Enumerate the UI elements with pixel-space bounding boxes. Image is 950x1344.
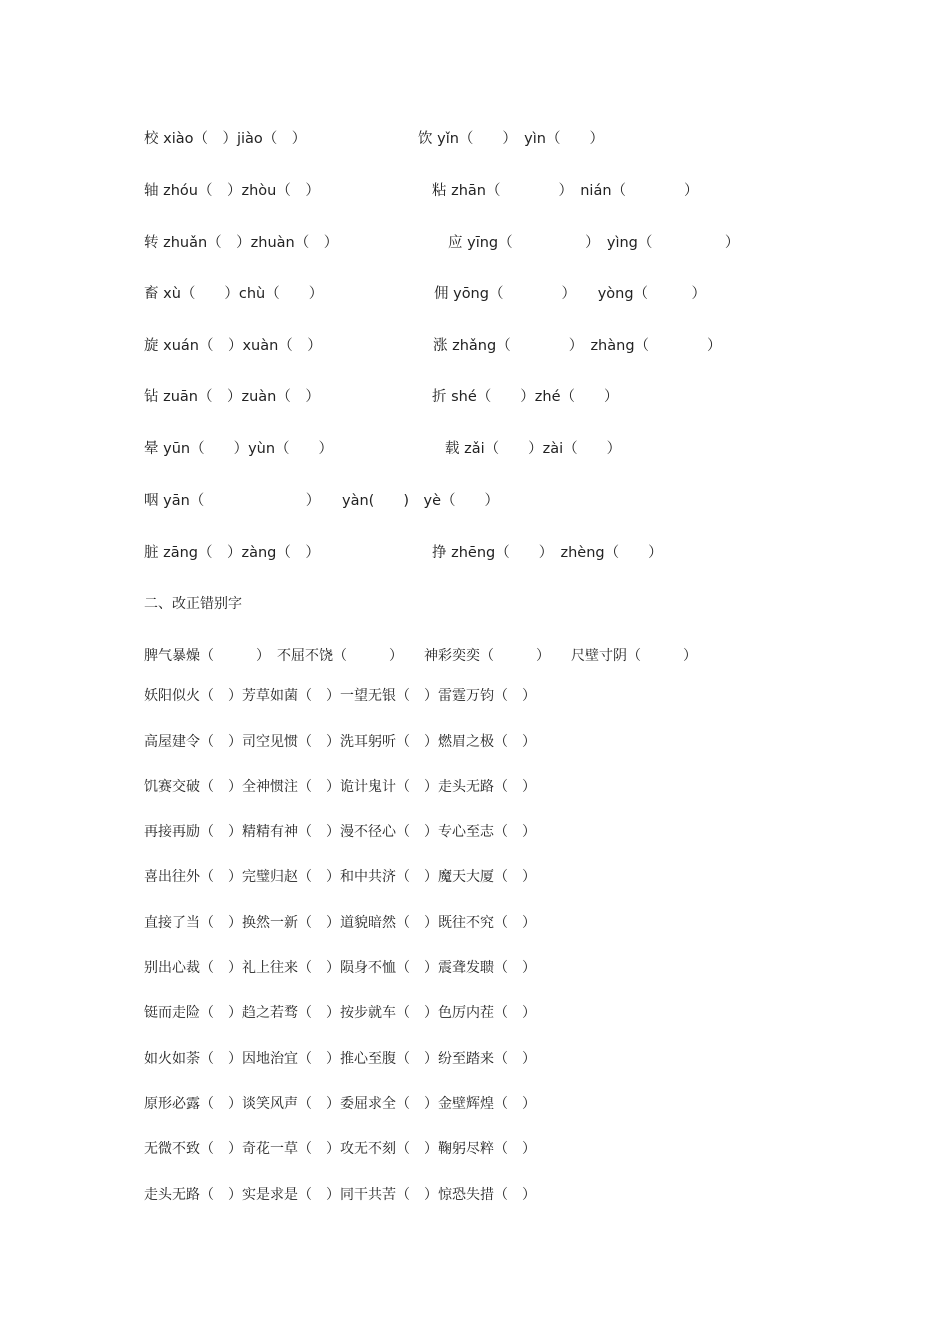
pinyin-row-left: 轴 zhóu（ ）zhòu（ ） <box>144 183 320 199</box>
pinyin-row-right: 应 yīng（ ） yìng（ ） <box>448 235 740 251</box>
idiom-row: 走头无路（ ）实是求是（ ）同干共苦（ ）惊恐失措（ ） <box>144 1187 536 1203</box>
idiom-row: 脾气暴燥（ ） 不屈不饶（ ） 神彩奕奕（ ） 尺壁寸阴（ ） <box>144 648 697 664</box>
pinyin-row-right: 佣 yōng（ ） yòng（ ） <box>434 286 707 302</box>
idiom-row: 铤而走险（ ）趋之若骛（ ）按步就车（ ）色厉内茬（ ） <box>144 1005 536 1021</box>
idiom-row: 高屋建令（ ）司空见惯（ ）洗耳躬听（ ）燃眉之极（ ） <box>144 734 536 750</box>
pinyin-row-left: 咽 yān（ ） yàn( ) yè（ ） <box>144 493 499 509</box>
pinyin-row-right: 载 zǎi（ ）zài（ ） <box>445 441 622 457</box>
section-heading: 二、改正错别字 <box>144 596 242 612</box>
pinyin-row-left: 晕 yūn（ ）yùn（ ） <box>144 441 334 457</box>
idiom-row: 直接了当（ ）换然一新（ ）道貌暗然（ ）既往不究（ ） <box>144 915 536 931</box>
pinyin-row-left: 脏 zāng（ ）zàng（ ） <box>144 545 320 561</box>
idiom-row: 再接再励（ ）精精有神（ ）漫不径心（ ）专心至志（ ） <box>144 824 536 840</box>
idiom-row: 原形必露（ ）谈笑风声（ ）委屈求全（ ）金壁辉煌（ ） <box>144 1096 536 1112</box>
pinyin-row-right: 涨 zhǎng（ ） zhàng（ ） <box>433 338 722 354</box>
idiom-row: 如火如荼（ ）因地治宜（ ）推心至腹（ ）纷至踏来（ ） <box>144 1051 536 1067</box>
pinyin-row-left: 钻 zuān（ ）zuàn（ ） <box>144 389 320 405</box>
pinyin-row-left: 转 zhuǎn（ ）zhuàn（ ） <box>144 235 339 251</box>
idiom-row: 无微不致（ ）奇花一草（ ）攻无不刻（ ）鞠躬尽粹（ ） <box>144 1141 536 1157</box>
idiom-row: 饥赛交破（ ）全神惯注（ ）诡计鬼计（ ）走头无路（ ） <box>144 779 536 795</box>
pinyin-row-left: 校 xiào（ ）jiào（ ） <box>144 131 307 147</box>
pinyin-row-right: 粘 zhān（ ） nián（ ） <box>432 183 699 199</box>
idiom-row: 妖阳似火（ ）芳草如菌（ ）一望无银（ ）雷霆万钧（ ） <box>144 688 536 704</box>
pinyin-row-right: 挣 zhēng（ ） zhèng（ ） <box>432 545 663 561</box>
pinyin-row-left: 畜 xù（ ）chù（ ） <box>144 286 324 302</box>
pinyin-row-right: 折 shé（ ）zhé（ ） <box>432 389 619 405</box>
idiom-row: 别出心裁（ ）礼上往来（ ）陨身不恤（ ）震聋发聩（ ） <box>144 960 536 976</box>
pinyin-row-right: 饮 yǐn（ ） yìn（ ） <box>418 131 604 147</box>
idiom-row: 喜出往外（ ）完璧归赵（ ）和中共济（ ）魔天大厦（ ） <box>144 869 536 885</box>
pinyin-row-left: 旋 xuán（ ）xuàn（ ） <box>144 338 322 354</box>
